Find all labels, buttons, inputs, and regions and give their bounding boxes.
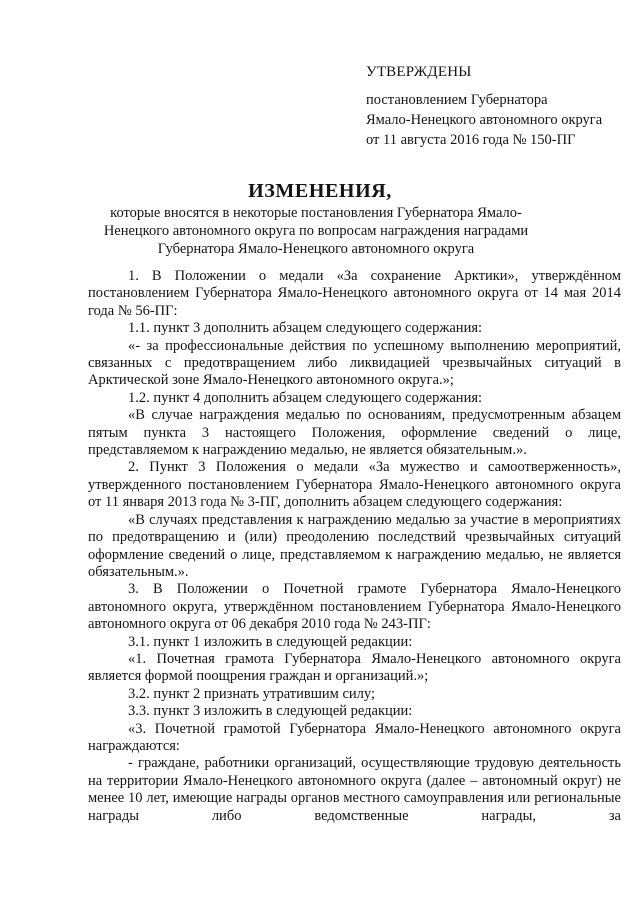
paragraph-3-3: 3.3. пункт 3 изложить в следующей редакции: [128,703,413,720]
approval-line-1: постановлением Губернатора [366,92,548,108]
approval-line-2: Ямало-Ненецкого автономного округа [366,112,603,128]
paragraph-1-2-text: «В случае награждения медалью по основаниям, предусмотренным абзацем пятым пункта 3 настоящего Положения, оформление сведений о лице, представляемом к награждению медалью, не является обязательным.». [88,407,621,459]
paragraph-1: 1. В Положении о медали «За сохранение Арктики», утверждённом постановлением Губернатора Ямало-Ненецкого автономного округа от 14 мая 2014 года № 56-ПГ: [88,268,621,319]
paragraph-3-3-text: «3. Почетной грамотой Губернатора Ямало-Ненецкого автономного округа награждаются: [88,720,621,754]
paragraph-1-1: 1.1. пункт 3 дополнить абзацем следующего содержания: [128,320,483,337]
document-subtitle: которые вносятся в некоторые постановления Губернатора Ямало-Ненецкого автономного округа по вопросам награждения наградами Губернатора Ямало-Ненецкого автономного округа [103,205,529,257]
paragraph-1-1-text: «- за профессиональные действия по успешному выполнению мероприятий, связанных с предотвращением либо ликвидацией чрезвычайных ситуаций в Арктической зоне Ямало-Ненецкого автономного округа.»; [88,337,621,389]
paragraph-3-1-text: «1. Почетная грамота Губернатора Ямало-Ненецкого автономного округа является формой поощрения граждан и организаций.»; [88,650,621,685]
document-title: ИЗМЕНЕНИЯ, [248,180,392,202]
document-body [88,268,621,825]
approval-heading: УТВЕРЖДЕНЫ [366,64,472,80]
paragraph-3: 3. В Положении о Почетной грамоте Губернатора Ямало-Ненецкого автономного округа, утверждённом постановлением Губернатора Ямало-Ненецкого автономного округа от 06 декабря 2010 года № 243-ПГ: [88,581,621,633]
paragraph-1-2: 1.2. пункт 4 дополнить абзацем следующего содержания: [128,389,483,406]
paragraph-3-2: 3.2. пункт 2 признать утратившим силу; [128,685,375,702]
approval-block [366,62,602,150]
approval-line-3: от 11 августа 2016 года № 150-ПГ [366,132,576,148]
paragraph-2-text: «В случаях представления к награждению медалью за участие в мероприятиях по предотвращению и (или) преодолению последствий чрезвычайных ситуаций оформление сведений о лице, представляемом к награждению медалью, не является обязательным.». [88,511,621,580]
paragraph-3-1: 3.1. пункт 1 изложить в следующей редакции: [128,633,413,650]
paragraph-3-3-item: - граждане, работники организаций, осуществляющие трудовую деятельность на территории Ямало-Ненецкого автономного округа (далее – автономный округ) не менее 10 лет, имеющие награды органов местного самоуправления или региональные награды либо ведомственные награды, за [88,755,621,824]
paragraph-2: 2. Пункт 3 Положения о медали «За мужество и самоотверженность», утвержденного постановлением Губернатора Ямало-Ненецкого автономного округа от 11 января 2013 года № 3-ПГ, дополнить абзацем следующего содержания: [88,459,621,511]
